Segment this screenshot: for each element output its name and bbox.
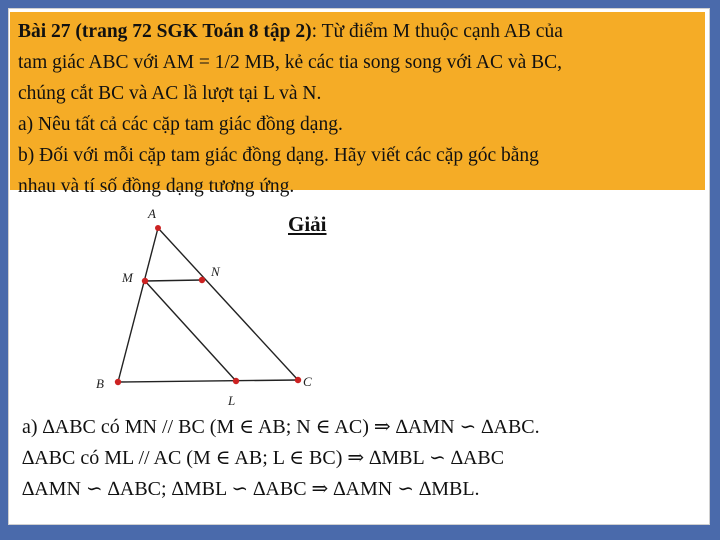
problem-title: Bài 27 (trang 72 SGK Toán 8 tập 2) bbox=[18, 21, 312, 42]
problem-line-3: chúng cắt BC và AC lầ lượt tại L và N. bbox=[18, 83, 322, 104]
label-A: A bbox=[148, 206, 156, 221]
problem-line-5: b) Đối với mỗi cặp tam giác đồng dạng. Hãy viết các cặp góc bằng bbox=[18, 145, 539, 166]
answer-line-3: ∆AMN ∽ ∆ABC; ∆MBL ∽ ∆ABC ⇒ ∆AMN ∽ ∆MBL. bbox=[22, 478, 480, 500]
point-M bbox=[142, 278, 148, 284]
problem-line-1-text: Từ điểm M thuộc cạnh AB của bbox=[317, 21, 563, 42]
label-N: N bbox=[211, 264, 220, 279]
point-A bbox=[155, 225, 161, 231]
problem-line-2: tam giác ABC với AM = 1/2 MB, kẻ các tia song song với AC và BC, bbox=[18, 52, 563, 73]
segment-MN bbox=[145, 280, 202, 281]
point-C bbox=[295, 377, 301, 383]
point-L bbox=[233, 378, 239, 384]
label-B: B bbox=[96, 376, 104, 391]
answer-line-2: ∆ABC có ML // AC (M ∈ AB; L ∈ BC) ⇒ ∆MBL ∽ ∆ABC bbox=[22, 447, 505, 469]
label-L: L bbox=[228, 393, 236, 408]
label-C: C bbox=[303, 374, 312, 389]
label-M: M bbox=[122, 270, 133, 285]
problem-line-4: a) Nêu tất cả các cặp tam giác đồng dạng. bbox=[18, 114, 343, 135]
solution-heading: Giải bbox=[288, 212, 327, 236]
segment-AB bbox=[118, 228, 158, 382]
point-N bbox=[199, 277, 205, 283]
problem-line-6: nhau và tí số đồng dạng tương ứng. bbox=[18, 176, 295, 197]
segment-BC bbox=[118, 380, 298, 382]
answer-block bbox=[22, 412, 702, 505]
point-B bbox=[115, 379, 121, 385]
problem-title-colon: : bbox=[311, 21, 318, 42]
segment-AC bbox=[158, 228, 298, 380]
answer-line-1: a) ∆ABC có MN // BC (M ∈ AB; N ∈ AC) ⇒ ∆AMN ∽ ∆ABC. bbox=[22, 416, 540, 438]
segment-ML bbox=[145, 281, 236, 381]
